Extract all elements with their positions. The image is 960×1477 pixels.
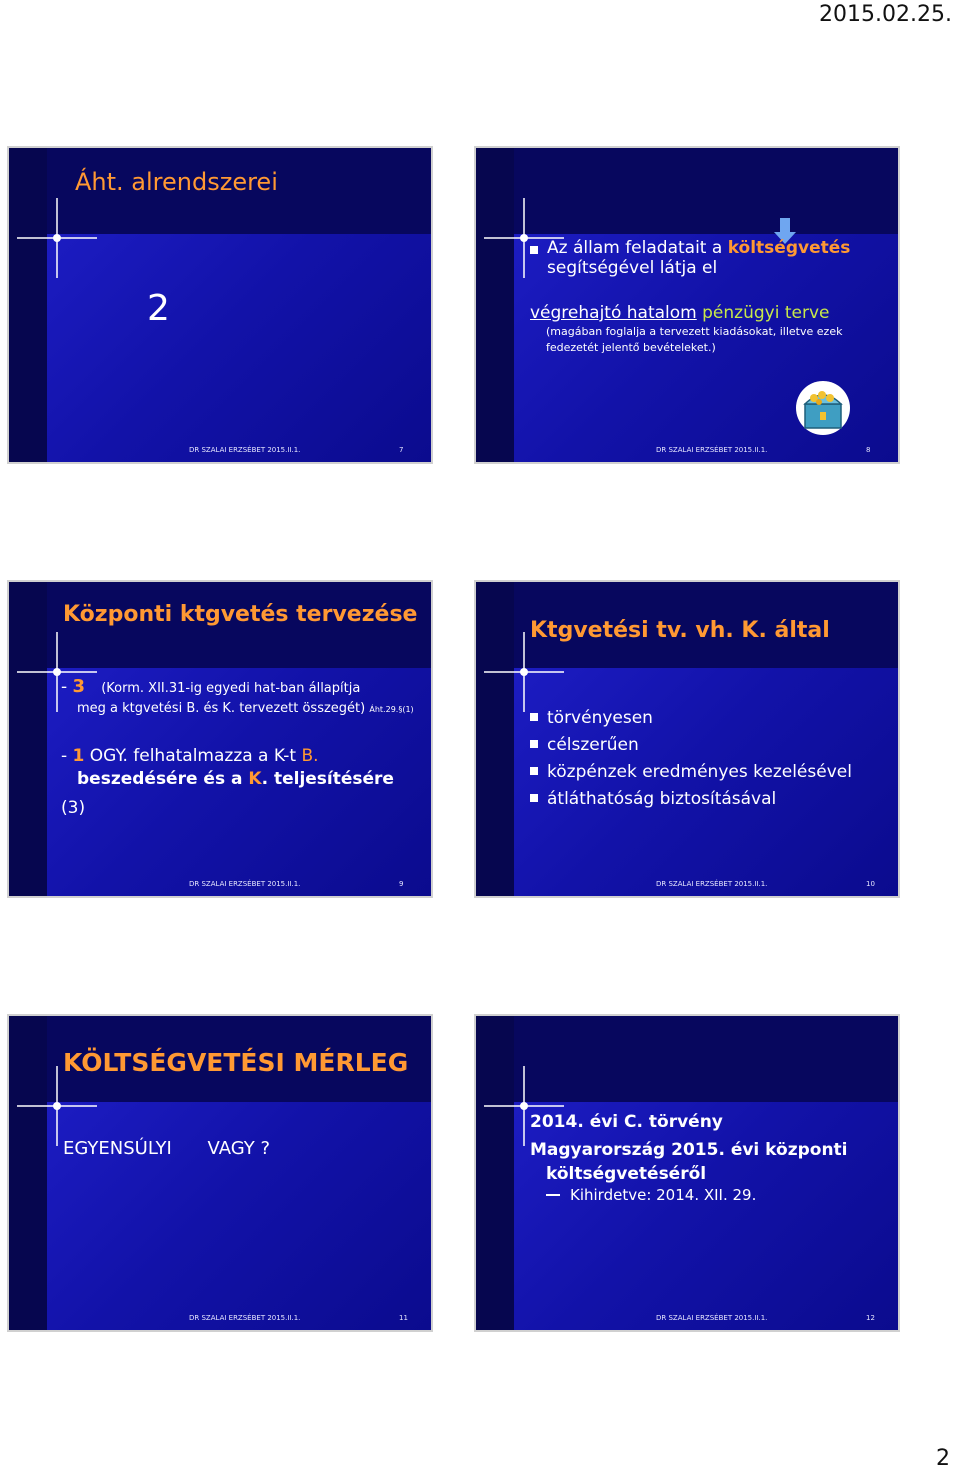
bullet-text-line2: segítségével látja el — [547, 258, 718, 278]
text-line: . teljesítésére — [261, 769, 394, 789]
list-item: célszerűen — [530, 732, 852, 759]
slide-10 — [474, 580, 900, 898]
step-number: 1 — [72, 746, 85, 766]
footer-slide-number: 11 — [399, 1314, 408, 1322]
slide-title: KÖLTSÉGVETÉSI MÉRLEG — [63, 1048, 409, 1077]
footer-author: DR SZALAI ERZSÉBET 2015.II.1. — [656, 446, 768, 454]
text-line: Magyarország 2015. évi központi — [530, 1140, 848, 1160]
text-line: beszedésére és a — [77, 769, 249, 789]
text-highlight: pénzügyi terve — [702, 303, 830, 323]
text-line: (magában foglalja a tervezett kiadásokat, illetve ezek — [546, 325, 843, 338]
dash-icon — [546, 1194, 560, 1196]
text-line: költségvetéséről — [546, 1164, 707, 1184]
text-underlined: végrehajtó hatalom — [530, 303, 697, 323]
footer-slide-number: 12 — [866, 1314, 875, 1322]
text-word: EGYENSÚLYI — [63, 1138, 172, 1159]
page-number: 2 — [936, 1446, 950, 1471]
list-item: közpénzek eredményes kezelésével — [530, 759, 852, 786]
bullet-square-icon — [530, 713, 538, 721]
bullet-text: Az állam feladatait a — [547, 238, 728, 258]
slide-title: Ktgvetési tv. vh. K. által — [530, 618, 830, 643]
bullet-square-icon — [530, 246, 538, 254]
dash: - — [61, 746, 73, 766]
slide-11 — [7, 1014, 433, 1332]
text-line: meg a ktgvetési B. és K. tervezett összegét) — [77, 701, 366, 716]
slide-9 — [7, 580, 433, 898]
slide-7 — [7, 146, 433, 464]
treasure-chest-icon — [794, 380, 852, 436]
text-highlight: K — [248, 769, 262, 789]
bullet-square-icon — [530, 740, 538, 748]
slide-title: Áht. alrendszerei — [75, 168, 278, 196]
footer-author: DR SZALAI ERZSÉBET 2015.II.1. — [656, 880, 768, 888]
footer-author: DR SZALAI ERZSÉBET 2015.II.1. — [189, 1314, 301, 1322]
list-item: törvényesen — [530, 705, 852, 732]
dash: - — [61, 677, 73, 697]
slide-body-number: 2 — [147, 288, 170, 329]
text-line: OGY. felhatalmazza a K-t — [84, 746, 302, 766]
text-word: VAGY ? — [207, 1138, 271, 1159]
text-line: 2014. évi C. törvény — [530, 1112, 723, 1132]
law-reference: Áht.29.§(1) — [369, 705, 414, 714]
text-highlight: B. — [301, 746, 319, 766]
footer-slide-number: 8 — [866, 446, 871, 454]
text-line: (Korm. XII.31-ig egyedi hat-ban állapítja — [101, 681, 361, 696]
list-item: átláthatóság biztosításával — [530, 786, 852, 813]
bullet-square-icon — [530, 794, 538, 802]
step-number: 3 — [72, 676, 86, 697]
sub-item: Kihirdetve: 2014. XII. 29. — [570, 1186, 757, 1204]
bullet-square-icon — [530, 767, 538, 775]
footer-author: DR SZALAI ERZSÉBET 2015.II.1. — [189, 880, 301, 888]
page-date: 2015.02.25. — [819, 2, 952, 27]
footer-slide-number: 10 — [866, 880, 875, 888]
slide-8 — [474, 146, 900, 464]
footer-author: DR SZALAI ERZSÉBET 2015.II.1. — [189, 446, 301, 454]
footer-author: DR SZALAI ERZSÉBET 2015.II.1. — [656, 1314, 768, 1322]
footer-slide-number: 9 — [399, 880, 404, 888]
text-line: (3) — [61, 798, 86, 818]
text-line: fedezetét jelentő bevételeket.) — [546, 341, 716, 354]
slide-12 — [474, 1014, 900, 1332]
slide-title: Központi ktgvetés tervezése — [63, 602, 418, 627]
footer-slide-number: 7 — [399, 446, 404, 454]
bullet-highlight: költségvetés — [727, 238, 851, 258]
